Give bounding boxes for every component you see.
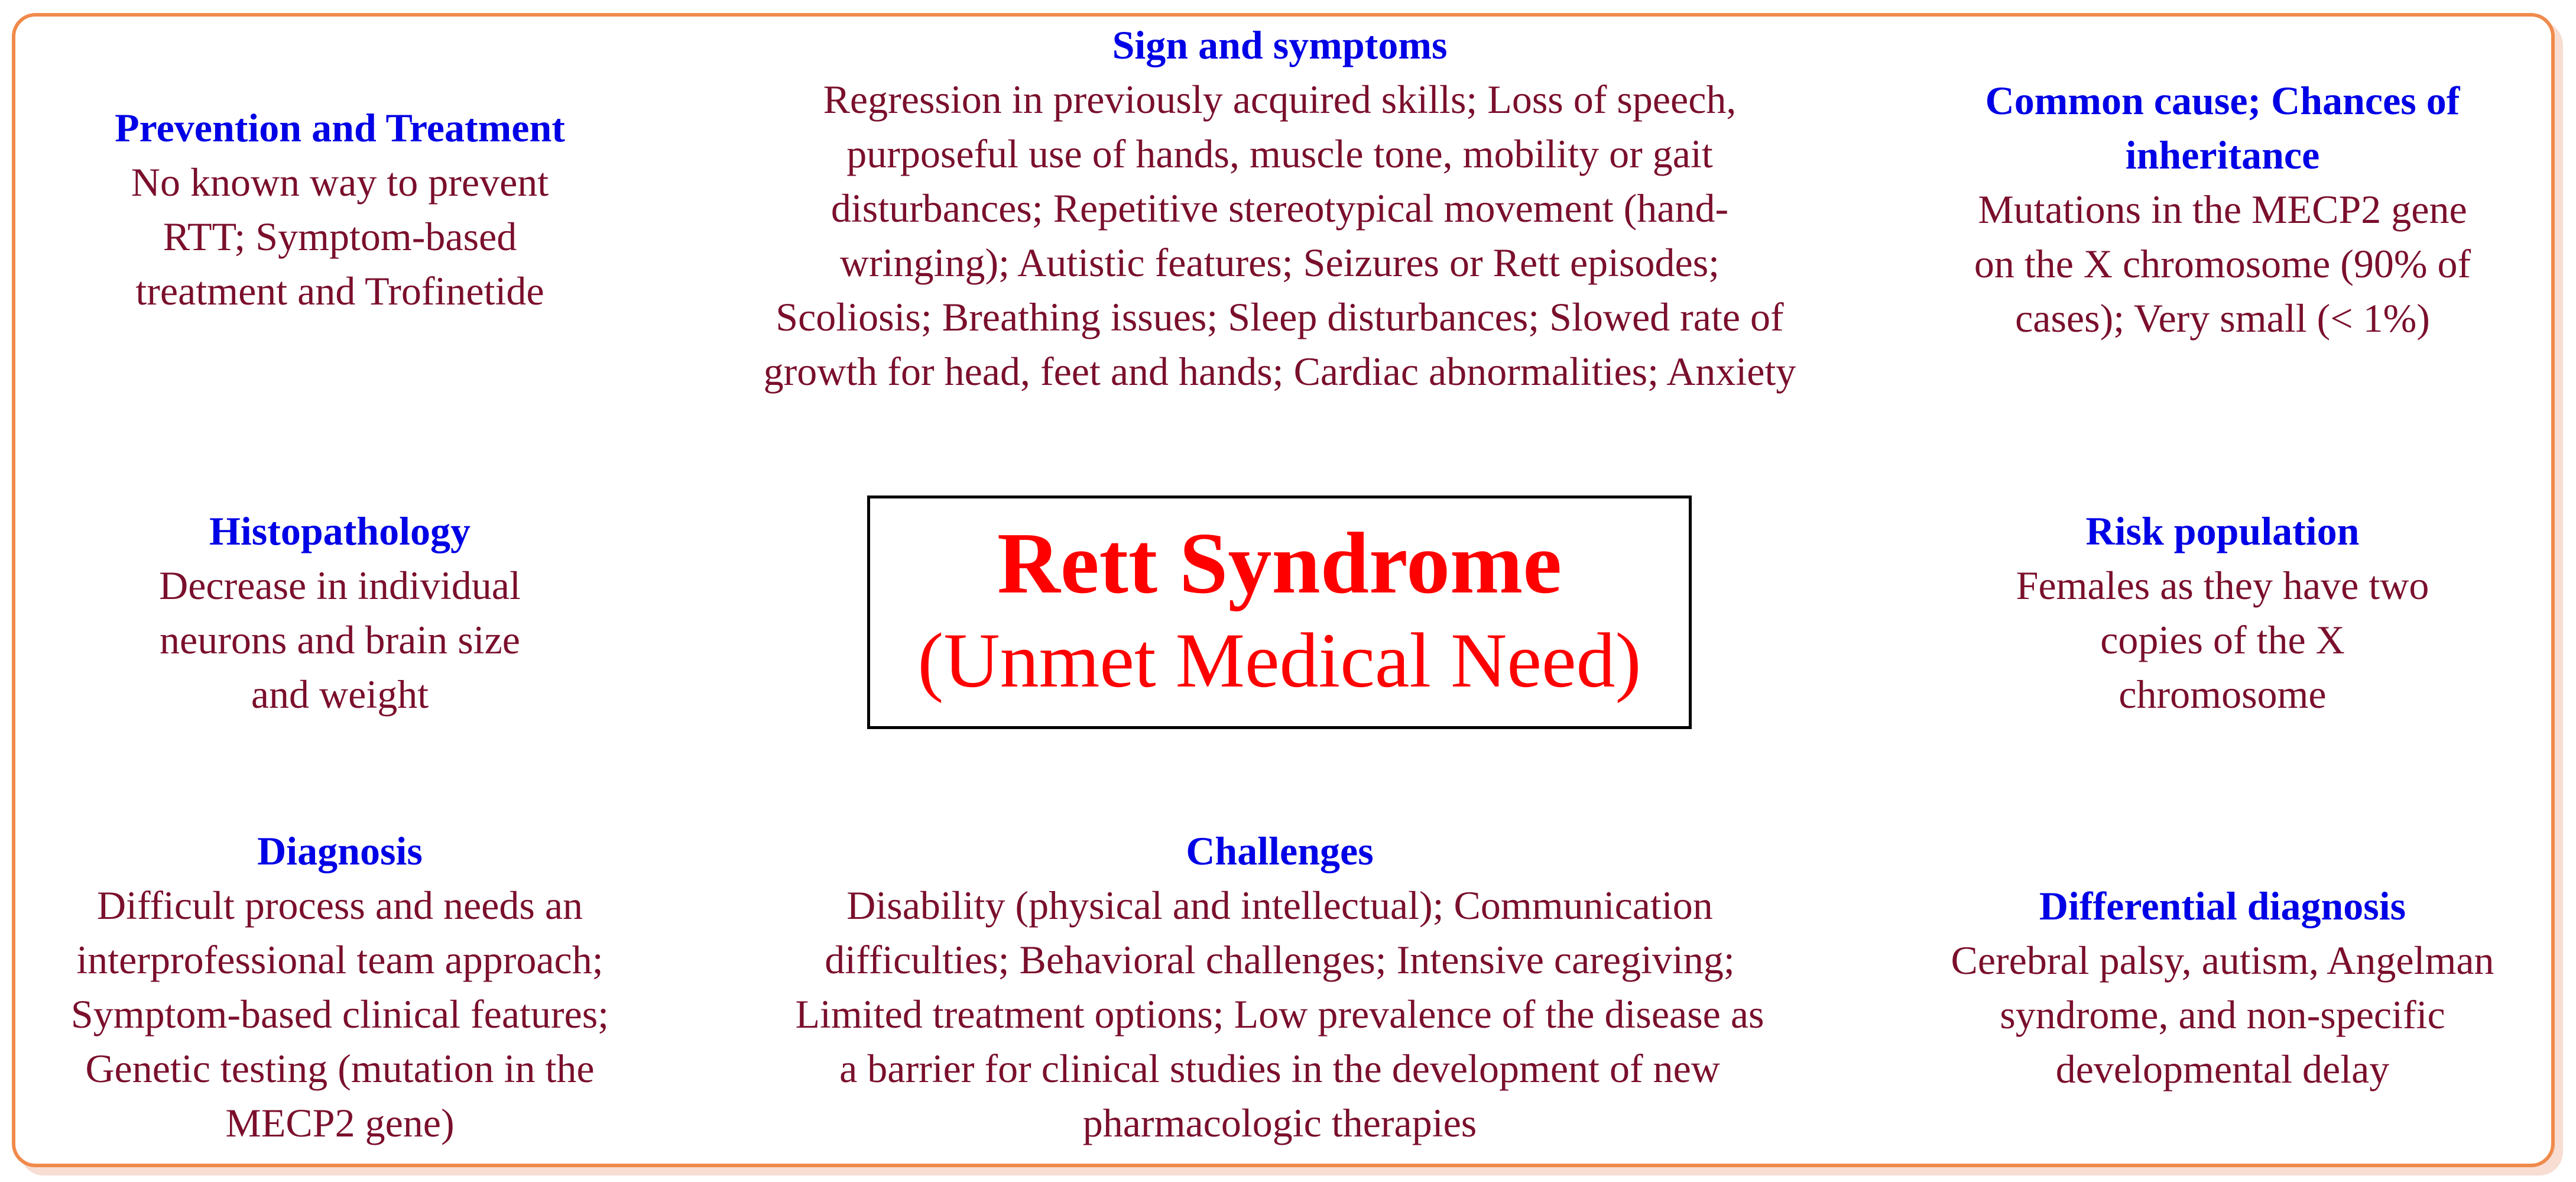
section-body: Cerebral palsy, autism, Angelman syndrome, and non-specific developmental delay <box>1951 938 2494 1092</box>
center-title-box <box>867 496 1692 729</box>
section-heading: Challenges <box>1186 828 1374 873</box>
section-heading: Prevention and Treatment <box>115 105 565 150</box>
section-body: Mutations in the MECP2 gene on the X chromosome (90% of cases); Very small (< 1%) <box>1974 187 2471 341</box>
center-title: Rett Syndrome <box>997 515 1562 612</box>
section-histopathology <box>24 504 656 721</box>
section-heading: Differential diagnosis <box>2039 883 2406 928</box>
section-body: Regression in previously acquired skills; Loss of speech, purposeful use of hands, muscle tone, mobility or gait disturbances; Repetitive stereotypical movement (hand- wringing); Autistic features; Seizures or Rett episodes; Scoliosis; Breathing issues; Sleep disturbances; Slowed rate of growth for head, feet and hands; Cardiac abnormalities; Anxiety <box>763 77 1796 394</box>
section-body: Decrease in individual neurons and brain size and weight <box>159 563 521 717</box>
section-prevention-treatment <box>24 101 656 318</box>
section-heading: Diagnosis <box>257 828 423 873</box>
section-heading: Risk population <box>2085 509 2360 553</box>
section-body: No known way to prevent RTT; Symptom-based treatment and Trofinetide <box>131 160 549 313</box>
section-diagnosis <box>18 824 662 1150</box>
section-heading: Sign and symptoms <box>1112 22 1448 67</box>
section-challenges <box>644 824 1915 1150</box>
section-heading: Histopathology <box>209 509 471 553</box>
center-subtitle: (Unmet Medical Need) <box>917 617 1641 704</box>
section-risk-population <box>1903 504 2542 721</box>
section-differential-diagnosis <box>1892 879 2554 1096</box>
section-common-cause <box>1903 73 2542 345</box>
section-body: Difficult process and needs an interprofessional team approach; Symptom-based clinical features; Genetic testing (mutation in the MECP2 gene) <box>70 883 609 1145</box>
section-body: Disability (physical and intellectual); Communication difficulties; Behavioral challenges; Intensive caregiving; Limited treatment options; Low prevalence of the disease as a barrier for clinical studies in the development of new pharmacologic therapies <box>795 883 1764 1145</box>
section-sign-symptoms <box>644 18 1915 399</box>
section-body: Females as they have two copies of the X chromosome <box>2016 563 2429 717</box>
section-heading: Common cause; Chances of inheritance <box>1985 78 2460 177</box>
